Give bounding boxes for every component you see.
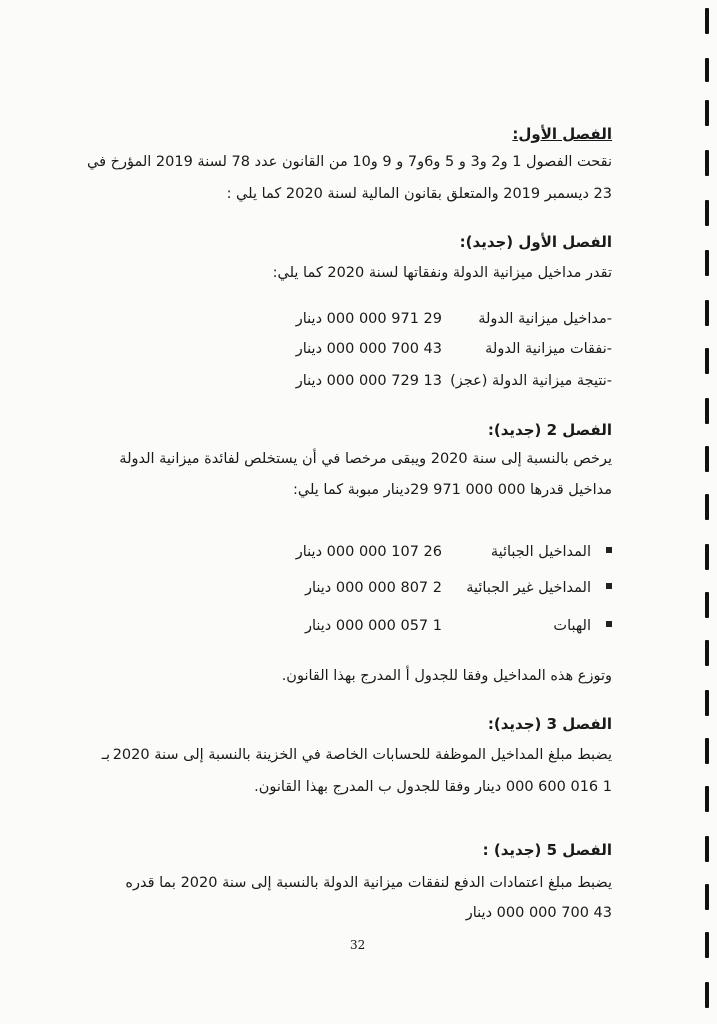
bullet-icon xyxy=(606,583,612,589)
section-2-item-amount: 2 807 000 000 دينار xyxy=(304,580,442,596)
chapter-heading: الفصل الأول: xyxy=(512,125,612,143)
section-3-line-2: 1 016 600 000 دينار وفقا للجدول ب المدرج بهذا القانون. xyxy=(254,779,612,795)
section-2-line-1: يرخص بالنسبة إلى سنة 2020 ويبقى مرخصا في أن يستخلص لفائدة ميزانية الدولة xyxy=(119,451,612,467)
section-1-item-label: -نتيجة ميزانية الدولة (عجز) xyxy=(450,373,612,389)
section-1-item-amount: 43 700 000 000 دينار xyxy=(295,341,442,357)
section-3-line-1: يضبط مبلغ المداخيل الموظفة للحسابات الخاصة في الخزينة بالنسبة إلى سنة 2020 xyxy=(112,747,612,763)
section-5-title: الفصل 5 (جديد) : xyxy=(482,841,612,859)
section-1-item-amount: 13 729 000 000 دينار xyxy=(295,373,442,389)
section-2-closing: وتوزع هذه المداخيل وفقا للجدول أ المدرج بهذا القانون. xyxy=(281,668,612,684)
section-5-line-2: 43 700 000 000 دينار xyxy=(465,905,612,921)
section-5-line-1: يضبط مبلغ اعتمادات الدفع لنفقات ميزانية الدولة بالنسبة إلى سنة 2020 بما قدره xyxy=(125,875,612,891)
section-2-item-label: المداخيل الجبائية xyxy=(490,544,591,560)
section-2-line-2: مداخيل قدرها 000 000 971 29دينار مبوبة كما يلي: xyxy=(293,482,612,498)
page-number: 32 xyxy=(350,938,366,952)
section-1-item-label: -مداخيل ميزانية الدولة xyxy=(478,311,612,327)
intro-line-2: 23 ديسمبر 2019 والمتعلق بقانون المالية لسنة 2020 كما يلي : xyxy=(226,186,612,202)
section-2-item-label: الهبات xyxy=(553,618,591,634)
section-3-title: الفصل 3 (جديد): xyxy=(487,715,612,733)
section-3-line-1-suffix: بـ xyxy=(101,747,110,763)
section-1-text: تقدر مداخيل ميزانية الدولة ونفقاتها لسنة 2020 كما يلي: xyxy=(272,265,612,281)
bullet-icon xyxy=(606,547,612,553)
binding-marks xyxy=(699,0,709,1024)
section-1-item-amount: 29 971 000 000 دينار xyxy=(295,311,442,327)
section-1-item-label: -نفقات ميزانية الدولة xyxy=(485,341,612,357)
section-2-item-label: المداخيل غير الجبائية xyxy=(466,580,591,596)
section-2-title: الفصل 2 (جديد): xyxy=(487,421,612,439)
section-1-title: الفصل الأول (جديد): xyxy=(459,233,612,251)
section-2-item-amount: 26 107 000 000 دينار xyxy=(295,544,442,560)
section-2-item-amount: 1 057 000 000 دينار xyxy=(304,618,442,634)
intro-line-1: نقحت الفصول 1 و2 و3 و 5 و6و7 و 9 و10 من القانون عدد 78 لسنة 2019 المؤرخ في xyxy=(86,154,612,170)
bullet-icon xyxy=(606,621,612,627)
